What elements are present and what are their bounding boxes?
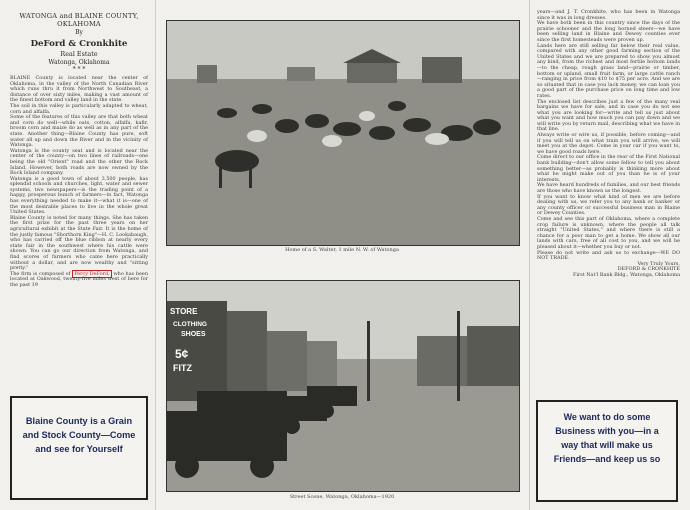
price-sign: 5¢	[175, 347, 189, 361]
by-line: By	[75, 29, 83, 36]
farm-scene-illustration	[167, 21, 519, 245]
paragraph: Watonga is a good town of about 3,500 people, has splendid schools and churches, light, water and sewer systems, two newspapers—is the trading point of a happy, prosperous bunch of farmers—in fact, Watonga has everything needed to make it—what it is—one of the most desirable places to live in the whole great United States.	[10, 175, 148, 216]
paragraph: The enclosed list describes just a few of the many real bargains we have for sale, and in case you do not see what you are looking for—write and tell us just about what you want and how much you can pay down and we will write you by return mail, describing what we have in that line.	[537, 98, 680, 133]
left-callout-box	[10, 396, 148, 500]
sign-off: Very Truly Yours,	[637, 260, 680, 267]
paragraph: The soil in this valley is particularly adapted to wheat, corn and alfalfa.	[10, 102, 148, 115]
firm-name: DeFord & Cronkhite	[30, 39, 128, 49]
right-callout-text: We want to do some Business with you—in a way that will make us Friends—and keep us so	[553, 412, 661, 464]
fold-line-left	[155, 0, 156, 510]
paragraph: We have both been in this country since the days of the prairie schooner and the long horned steers—we have been selling land in Blaine and Dewey counties ever since the first homesteads were proven up.	[537, 20, 680, 43]
farm-photo	[166, 20, 520, 246]
paragraph: Come direct to our office in the rear of the First National bank building—don't allow some fellow to tell you about something better—as probably is thinking more about what he might make out of you than he is of your interests.	[537, 154, 680, 183]
paragraph: If you want to know what kind of men we are before dealing with us, we refer you to any bank or banker or any county officer or successful business man in Blaine or Dewey Counties.	[537, 193, 680, 217]
address: First Nat'l Bank Bldg., Watonga, Oklahoma	[572, 271, 680, 278]
left-callout-text: Blaine County is a Grain and Stock County—Come and see for Yourself	[22, 416, 136, 454]
paragraph-end: who has been located at Oakwood, twenty-five miles west of here for the past 19	[10, 270, 148, 288]
paragraph: Watonga is the county seat and is located near the center of the county—on two lines of railroads—one being the old "Orient" road and the other the Rock Island. However, both roads are now owned by the Rock Island company.	[10, 147, 148, 177]
paragraph: We have heard hundreds of families, and our best friends are those who have known us the longest.	[537, 182, 680, 194]
paragraph: BLAINE County is located near the center of Oklahoma, in the valley of the North Canadian River which runs thru it from Northwest to Southeast, a distance of over sixty miles, making a vast amount of the finest bottom and valley land in the state.	[10, 75, 148, 104]
street-photo	[166, 280, 520, 492]
location: Watonga, Oklahoma	[48, 59, 110, 66]
paragraph-start: The firm is composed of	[10, 270, 71, 277]
clothing-sign: CLOTHING	[173, 321, 207, 328]
store-sign: STORE	[170, 307, 198, 316]
paragraph: Blaine County is noted for many things. She has taken the first prize for the past three years on her agricultural exhibit at the State Fair. It is the home of the justly famous "Shorthorn King"—H. C. Lookabaugh, who has carried off the blue ribbon at nearly every state fair in the southwest where his cattle were shown. You can go our direction from Watonga, and find scores of farmers who came here practically without a dollar, and are now wealthy and "sitting pretty."	[10, 214, 148, 272]
header-line: WATONGA and BLAINE COUNTY, OKLAHOMA	[19, 12, 139, 28]
shoes-sign: SHOES	[181, 331, 206, 338]
paragraph: Some of the features of this valley are that both wheat and corn do well—while oats, cotton, alfalfa, kafir, broom corn and maize do as well as in any part of the state. Another thing—Blaine County has pure, soft water all up and down the River and in the vicinity of Watonga.	[10, 114, 148, 149]
fitz-sign: FITZ	[173, 363, 192, 373]
paragraph: Come and see this part of Oklahoma, where a complete crop failure is unknown, where the people all talk straight "United States," and where there is still a chance for a poor man to get a home. We show all our lands with cars, free of all cost to you, and we will be pleased about it—whether you buy or not.	[537, 215, 680, 250]
paragraph	[10, 272, 148, 289]
paragraph: years—and J. T. Cronkhite, who has been in Watonga since it was in long dresses.	[537, 9, 680, 21]
paragraph: Lands here are still selling far below their real value, compared with any other good farming section of the United States and we are prepared to show you almost any kind, from the richest and most fertile bottom lands—to the cheap, rough grass land—prairie or timber, bottom or upland, small fruit farm, or large cattle ranch—ranging in price from $10 to $75 per acre. And we are so situated that in case you lack money, we can loan you a good part of the purchase price on long time and low rates.	[537, 42, 680, 99]
firm-type: Real Estate	[60, 50, 98, 58]
left-body-text	[10, 76, 148, 289]
right-body-text	[537, 10, 680, 279]
street-scene-illustration	[167, 281, 519, 491]
highlighted-name: Percy DeFord,	[74, 270, 110, 277]
paragraph: Please do not write and ask us to exchange—WE DO NOT TRADE.	[537, 249, 680, 262]
street-photo-caption: Street Scene, Watonga, Oklahoma—1920	[289, 494, 395, 500]
paragraph: Always write or wire us, if possible, before coming—and if you will tell us on what train you will arrive, we will meet you at the depot. Come in your car if you want to, we have good roads here.	[537, 132, 680, 155]
signature: DEFORD & CRONKHITE	[617, 266, 680, 273]
stars-divider: * * *	[72, 66, 86, 73]
farm-photo-caption: Home of a S. Walter, 1 mile N. W. of Watonga	[285, 247, 399, 253]
right-callout-box	[536, 400, 678, 502]
